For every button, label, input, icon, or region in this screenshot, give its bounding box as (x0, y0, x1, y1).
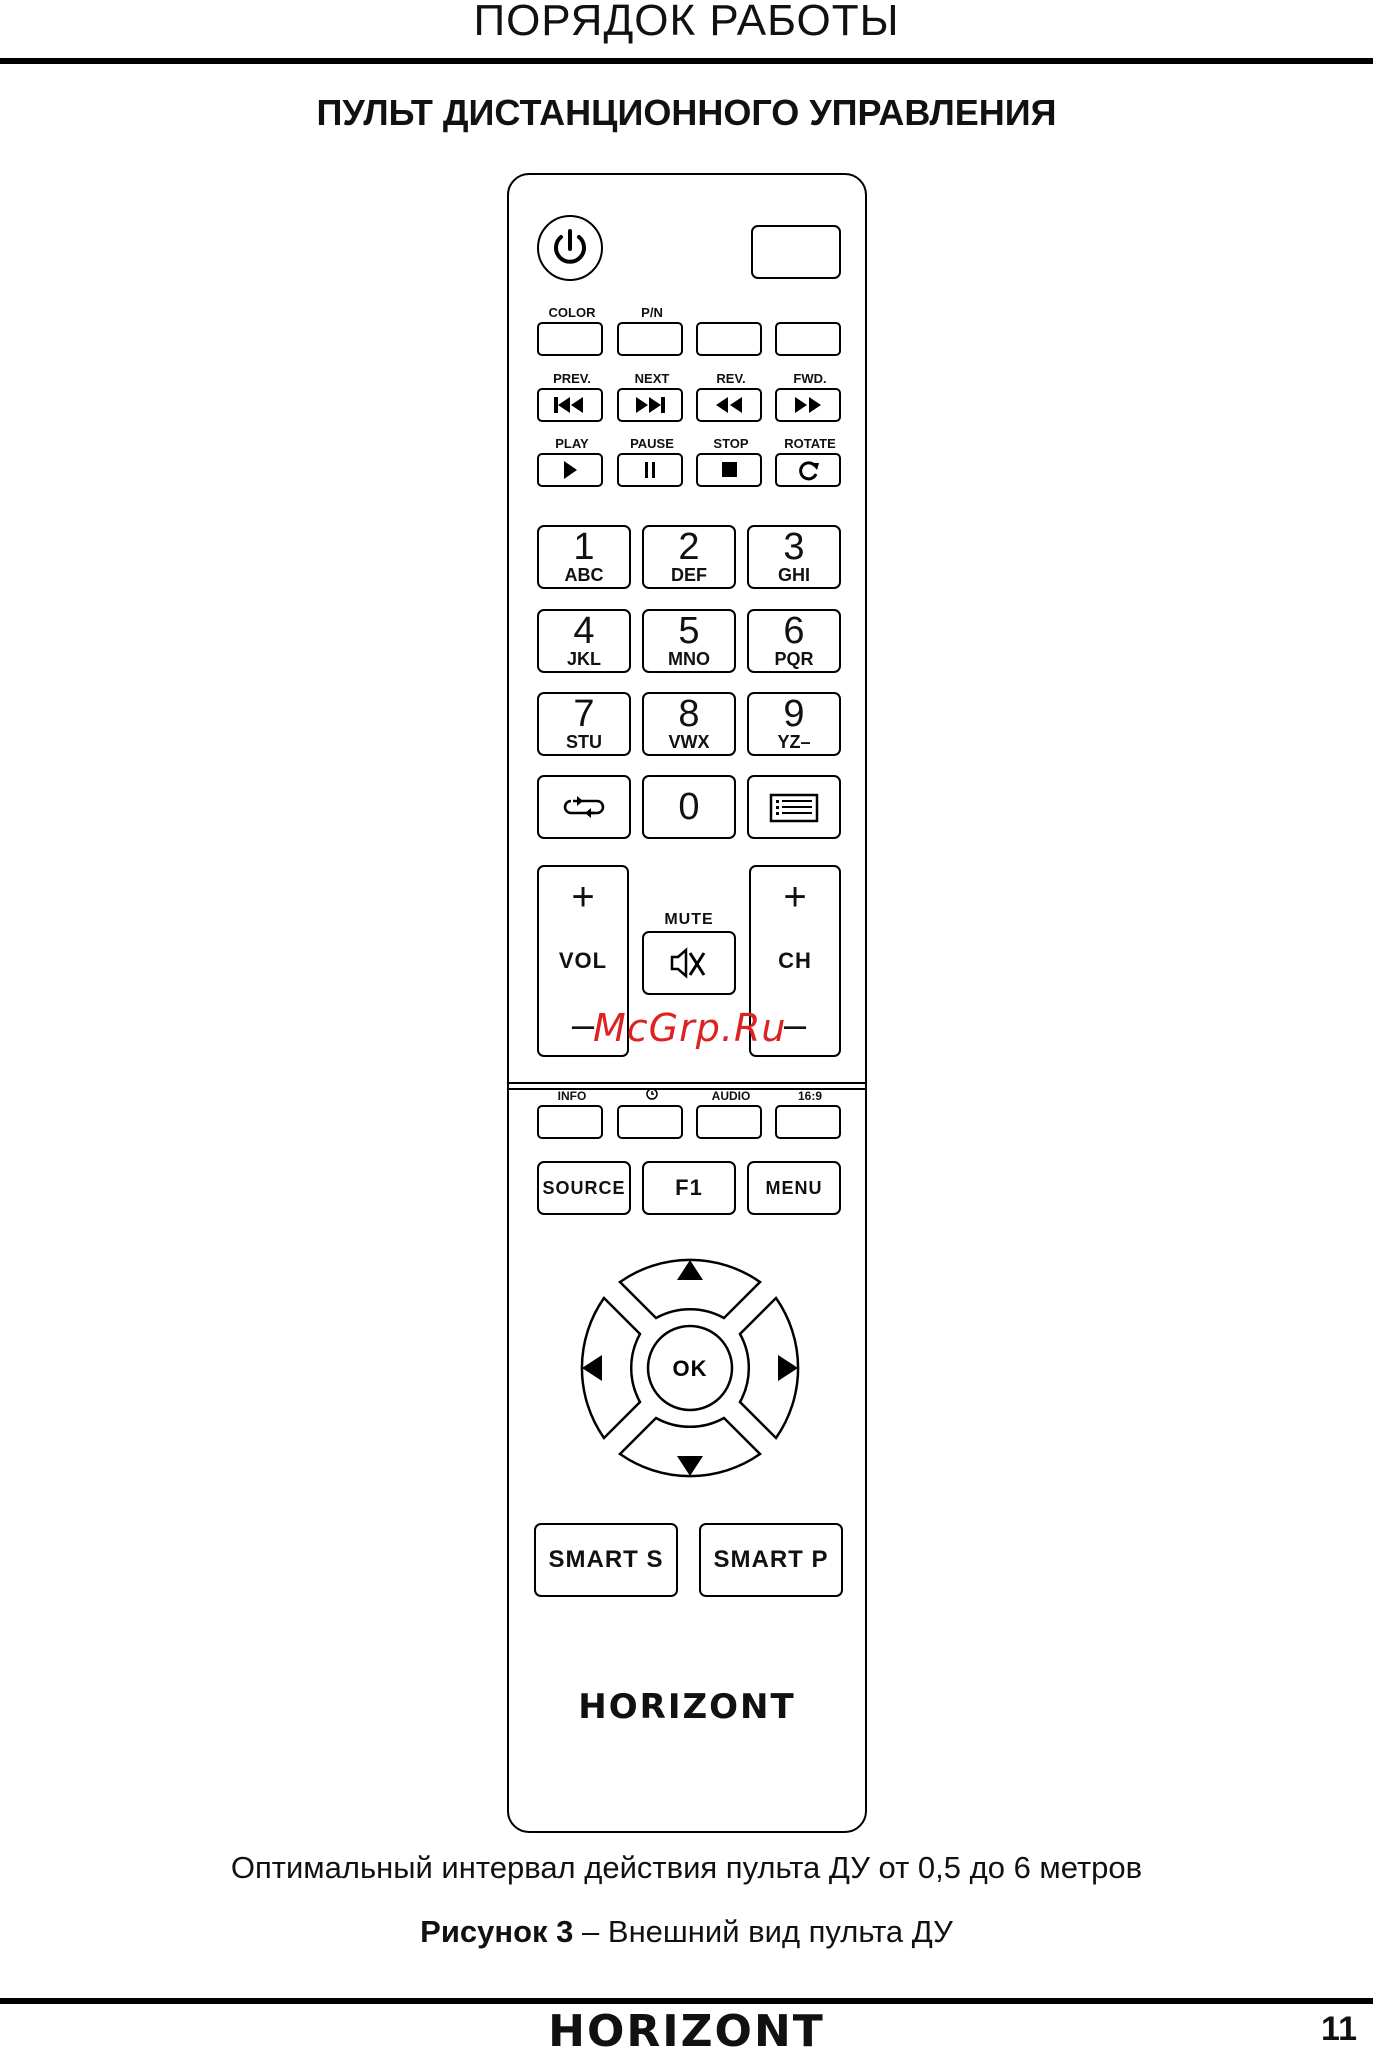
play-icon (539, 455, 601, 485)
info-label: INFO (557, 1089, 587, 1103)
ir-window (751, 225, 841, 279)
navigation-pad[interactable] (564, 1242, 816, 1494)
rev-label: REV. (716, 371, 746, 386)
volume-label: VOL (558, 948, 608, 973)
header-rule (0, 58, 1373, 64)
digit-letters: ABC (564, 565, 604, 585)
watermark-text: McGrp.Ru (593, 1006, 787, 1050)
mute-label: MUTE (664, 911, 714, 928)
figure-caption (0, 1914, 1373, 1950)
prev-button[interactable] (537, 388, 603, 422)
smart-p-button[interactable]: SMART P (699, 1523, 843, 1597)
color-button-yellow[interactable] (696, 322, 762, 356)
sleep-timer-button[interactable] (617, 1105, 683, 1139)
play-button[interactable] (537, 453, 603, 487)
section-title: ПУЛЬТ ДИСТАНЦИОННОГО УПРАВЛЕНИЯ (316, 92, 1057, 133)
digit-label: 9 (783, 693, 805, 735)
aspect-label: 16:9 (797, 1089, 823, 1103)
prev-icon (539, 390, 601, 420)
figure-number: Рисунок 3 (420, 1914, 574, 1949)
timer-label (612, 1087, 692, 1104)
digit-4-button[interactable] (537, 609, 631, 673)
audio-label: AUDIO (711, 1089, 751, 1103)
smart-s-button[interactable]: SMART S (534, 1523, 678, 1597)
source-button[interactable]: SOURCE (537, 1161, 631, 1215)
rotate-icon (777, 455, 839, 485)
digit-7-button[interactable] (537, 692, 631, 756)
digit-letters: PQR (774, 649, 814, 669)
power-button[interactable] (537, 215, 603, 281)
fwd-label: FWD. (793, 371, 827, 386)
stop-button[interactable] (696, 453, 762, 487)
mute-button[interactable] (642, 931, 736, 995)
digit-letters: MNO (668, 649, 710, 669)
f1-button[interactable]: F1 (642, 1161, 736, 1215)
digit-0-button[interactable] (642, 775, 736, 839)
digit-label: 5 (678, 610, 700, 652)
list-button[interactable] (747, 775, 841, 839)
remote-brand-logo: HORIZONT (578, 1687, 796, 1727)
volume-up[interactable]: + (571, 875, 595, 919)
pause-icon (619, 455, 681, 485)
list-icon (749, 777, 839, 837)
digit-6-button[interactable] (747, 609, 841, 673)
digit-5-button[interactable] (642, 609, 736, 673)
range-note: Оптимальный интервал действия пульта ДУ от 0,5 до 6 метров (230, 1850, 1143, 1885)
next-icon (619, 390, 681, 420)
digit-label: 1 (573, 526, 595, 568)
rewind-icon (698, 390, 760, 420)
digit-1-button[interactable] (537, 525, 631, 589)
color-label: COLOR (548, 305, 596, 320)
digit-letters: DEF (671, 565, 707, 585)
clock-icon (645, 1087, 659, 1101)
digit-3-button[interactable] (747, 525, 841, 589)
return-icon (539, 777, 629, 837)
play-label: PLAY (555, 436, 589, 451)
digit-label: 4 (573, 610, 595, 652)
digit-letters: GHI (777, 565, 810, 585)
channel-down[interactable]: – (783, 1003, 807, 1047)
remote-divider (509, 1082, 865, 1084)
page-number: 11 (1321, 2010, 1357, 2048)
color-button-blue[interactable] (775, 322, 841, 356)
mute-icon (644, 933, 734, 993)
digit-label: 8 (678, 693, 700, 735)
digit-2-button[interactable] (642, 525, 736, 589)
digit-label: 7 (573, 693, 595, 735)
rotate-button[interactable] (775, 453, 841, 487)
power-icon (539, 217, 601, 279)
channel-label: CH (778, 948, 812, 973)
digit-letters: JKL (566, 649, 601, 669)
figure-description: – Внешний вид пульта ДУ (573, 1914, 953, 1949)
info-button[interactable] (537, 1105, 603, 1139)
next-label: NEXT (634, 371, 670, 386)
digit-letters: VWX (668, 732, 710, 752)
pause-button[interactable] (617, 453, 683, 487)
page-header-title: ПОРЯДОК РАБОТЫ (473, 0, 900, 45)
rotate-label: ROTATE (784, 436, 836, 451)
fast-forward-icon (777, 390, 839, 420)
digit-label: 6 (783, 610, 805, 652)
pn-label: P/N (641, 305, 663, 320)
color-button-green[interactable] (617, 322, 683, 356)
rev-button[interactable] (696, 388, 762, 422)
digit-9-button[interactable] (747, 692, 841, 756)
color-button-red[interactable] (537, 322, 603, 356)
fwd-button[interactable] (775, 388, 841, 422)
menu-button[interactable]: MENU (747, 1161, 841, 1215)
digit-8-button[interactable] (642, 692, 736, 756)
next-button[interactable] (617, 388, 683, 422)
volume-down[interactable]: – (571, 1003, 595, 1047)
stop-icon (698, 455, 760, 485)
remote-control (507, 173, 867, 1833)
ok-label: OK (672, 1356, 708, 1381)
digit-label: 3 (783, 526, 805, 568)
stop-label: STOP (713, 436, 749, 451)
digit-letters: YZ– (777, 732, 811, 752)
footer-rule (0, 1998, 1373, 2004)
aspect-ratio-button[interactable] (775, 1105, 841, 1139)
digit-letters: STU (566, 732, 602, 752)
footer-brand-logo: HORIZONT (548, 2006, 825, 2057)
channel-up[interactable]: + (783, 875, 807, 919)
prev-label: PREV. (553, 371, 591, 386)
audio-button[interactable] (696, 1105, 762, 1139)
pause-label: PAUSE (630, 436, 674, 451)
digit-label: 2 (678, 526, 700, 568)
return-button[interactable] (537, 775, 631, 839)
digit-label: 0 (678, 786, 700, 828)
